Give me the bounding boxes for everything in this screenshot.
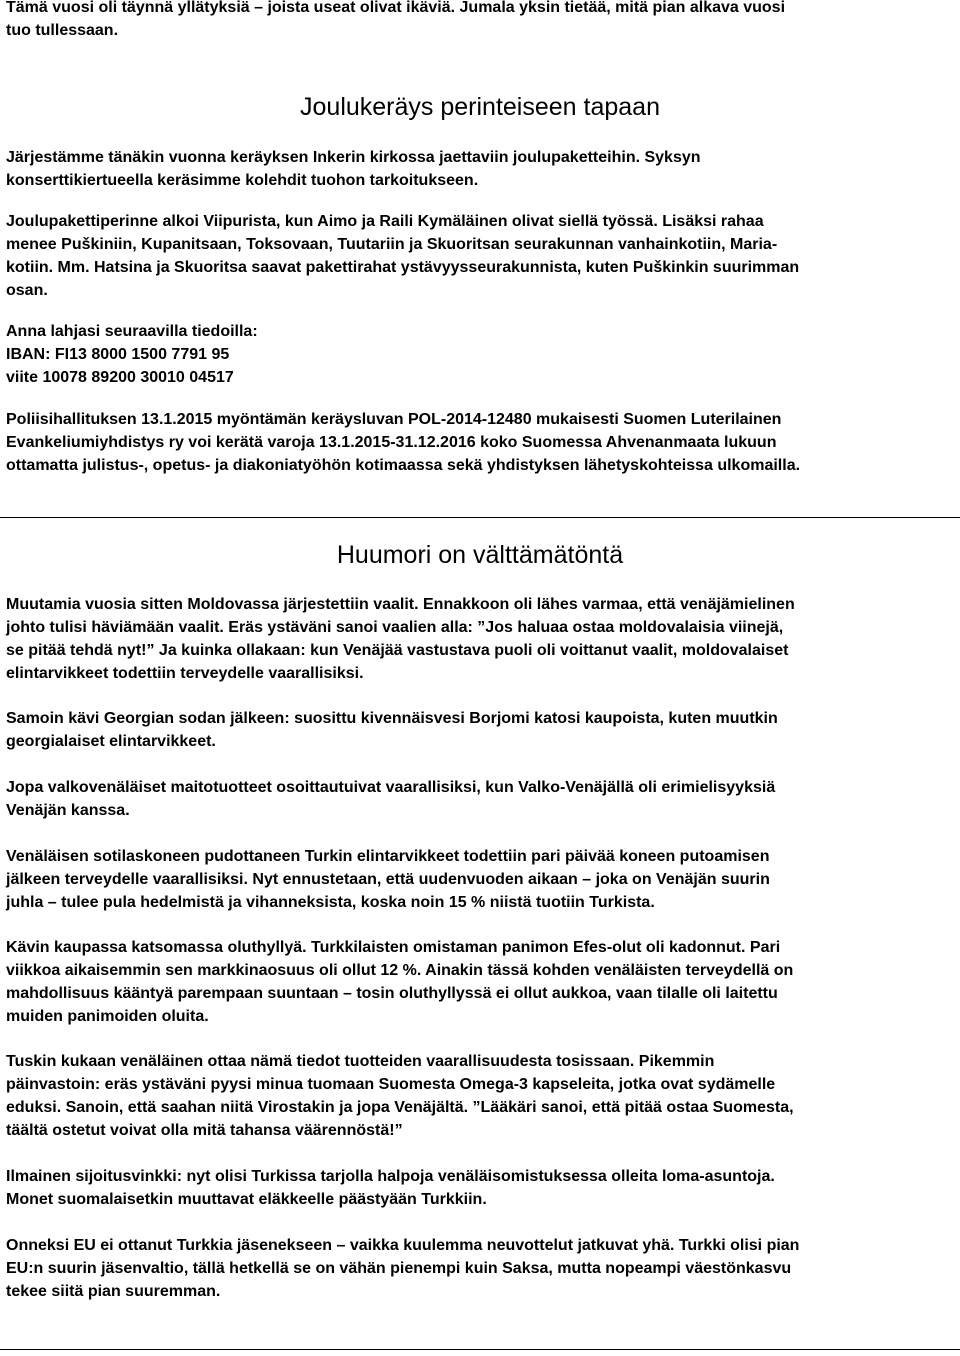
section-heading-huumori: Huumori on välttämätöntä	[336, 541, 624, 569]
text-line: Ilmainen sijoitusvinkki: nyt olisi Turkissa tarjolla halpoja venäläisomistuksessa olleita loma-asuntoja.	[6, 1168, 775, 1185]
text-line: tekee siitä pian suuremman.	[6, 1283, 221, 1300]
humor-paragraph-moldova	[6, 593, 951, 685]
text-line: Kävin kaupassa katsomassa oluthyllyä. Turkkilaisten omistaman panimon Efes-olut oli kadonnut. Pari	[6, 939, 781, 956]
intro-paragraph	[6, 0, 951, 42]
text-line: Samoin kävi Georgian sodan jälkeen: suosittu kivennäisvesi Borjomi katosi kaupoista, kuten muutkin	[6, 710, 778, 727]
text-line: jälkeen terveydelle vaarallisiksi. Nyt ennustetaan, että uudenvuoden aikaan – joka on Venäjän suurin	[6, 871, 770, 888]
text-line: juhla – tulee pula hedelmistä ja vihanneksista, koska noin 15 % niistä tuotiin Turkista.	[6, 894, 655, 911]
text-line: ottamatta julistus-, opetus- ja diakoniatyöhön kotimaassa sekä yhdistyksen lähetyskohteissa ulkomailla.	[6, 457, 801, 474]
text-line: täältä ostetut voivat olla mitä tahansa väärennöstä!”	[6, 1122, 403, 1139]
text-line: menee Puškiniin, Kupanitsaan, Toksovaan, Tuutariin ja Skuoritsan seurakunnan vanhainkotiin, Maria-	[6, 236, 778, 253]
text-line: Muutamia vuosia sitten Moldovassa järjestettiin vaalit. Ennakkoon oli lähes varmaa, että venäjämielinen	[6, 596, 795, 613]
text-line: georgialaiset elintarvikkeet.	[6, 733, 216, 750]
text-line: Venäläisen sotilaskoneen pudottaneen Turkin elintarvikkeet todettiin pari päivää koneen putoamisen	[6, 848, 770, 865]
text-line: Poliisihallituksen 13.1.2015 myöntämän keräysluvan POL-2014-12480 mukaisesti Suomen Luterilainen	[6, 411, 782, 428]
text-line: se pitää tehdä nyt!” Ja kuinka ollakaan: kun Venäjää vastustava puoli oli voittanut vaalit, moldovalaiset	[6, 642, 789, 659]
text-line: Tämä vuosi oli täynnä yllätyksiä – joista useat olivat ikäviä. Jumala yksin tietää, mitä pian alkava vuosi	[6, 0, 786, 16]
donation-instruction: Anna lahjasi seuraavilla tiedoilla:	[6, 323, 258, 340]
section-divider	[0, 517, 960, 518]
collection-paragraph-1	[6, 146, 951, 192]
donation-details	[6, 320, 951, 389]
iban-number: IBAN: FI13 8000 1500 7791 95	[6, 346, 230, 363]
humor-paragraph-investment	[6, 1165, 951, 1211]
text-line: Venäjän kanssa.	[6, 802, 130, 819]
humor-paragraph-beer	[6, 936, 951, 1028]
text-line: muiden panimoiden oluita.	[6, 1008, 209, 1025]
text-line: Evankeliumiyhdistys ry voi kerätä varoja 13.1.2015-31.12.2016 koko Suomessa Ahvenanmaata lukuun	[6, 434, 777, 451]
reference-number: viite 10078 89200 30010 04517	[6, 369, 234, 386]
section-heading-joulukerays: Joulukeräys perinteiseen tapaan	[300, 93, 660, 121]
text-line: Jopa valkovenäläiset maitotuotteet osoittautuivat vaarallisiksi, kun Valko-Venäjällä oli erimielisyyksiä	[6, 779, 776, 796]
text-line: Monet suomalaisetkin muuttavat eläkkeelle päästyään Turkkiin.	[6, 1191, 487, 1208]
humor-paragraph-eu	[6, 1234, 951, 1303]
text-line: Onneksi EU ei ottanut Turkkia jäsenekseen – vaikka kuulemma neuvottelut jatkuvat yhä. Turkki olisi pian	[6, 1237, 800, 1254]
text-line: konserttikiertueella keräsimme kolehdit tuohon tarkoitukseen.	[6, 172, 479, 189]
humor-paragraph-turkey	[6, 845, 951, 914]
text-line: johto tulisi häviämään vaalit. Eräs ystäväni sanoi vaalien alla: ”Jos haluaa ostaa moldovalaisia viinejä,	[6, 619, 784, 636]
text-line: eduksi. Sanoin, että saahan niitä Virostakin ja jopa Venäjältä. ”Lääkäri sanoi, että pitää ostaa Suomesta,	[6, 1099, 794, 1116]
text-line: viikkoa aikaisemmin sen markkinaosuus oli ollut 12 %. Ainakin tässä kohden venäläisten terveydellä on	[6, 962, 794, 979]
bottom-divider	[0, 1349, 960, 1350]
humor-paragraph-georgia	[6, 707, 951, 753]
text-line: Joulupakettiperinne alkoi Viipurista, kun Aimo ja Raili Kymäläinen olivat siellä työssä. Lisäksi rahaa	[6, 213, 764, 230]
text-line: päinvastoin: eräs ystäväni pyysi minua tuomaan Suomesta Omega-3 kapseleita, jotka ovat sydämelle	[6, 1076, 776, 1093]
text-line: osan.	[6, 282, 48, 299]
humor-paragraph-omega3	[6, 1050, 951, 1142]
text-line: tuo tullessaan.	[6, 22, 119, 39]
collection-paragraph-2	[6, 210, 951, 302]
collection-permit-paragraph	[6, 408, 951, 477]
text-line: kotiin. Mm. Hatsina ja Skuoritsa saavat pakettirahat ystävyysseurakunnista, kuten Puškinkin suurimman	[6, 259, 800, 276]
humor-paragraph-belarus	[6, 776, 951, 822]
text-line: Järjestämme tänäkin vuonna keräyksen Inkerin kirkossa jaettaviin joulupaketteihin. Syksyn	[6, 149, 701, 166]
text-line: Tuskin kukaan venäläinen ottaa nämä tiedot tuotteiden vaarallisuudesta tosissaan. Pikemmin	[6, 1053, 715, 1070]
text-line: elintarvikkeet todettiin terveydelle vaarallisiksi.	[6, 665, 364, 682]
text-line: EU:n suurin jäsenvaltio, tällä hetkellä se on vähän pienempi kuin Saksa, mutta nopeampi väestönkasvu	[6, 1260, 792, 1277]
text-line: mahdollisuus kääntyä parempaan suuntaan – tosin oluthyllyssä ei ollut aukkoa, vaan tilalle oli laitettu	[6, 985, 778, 1002]
